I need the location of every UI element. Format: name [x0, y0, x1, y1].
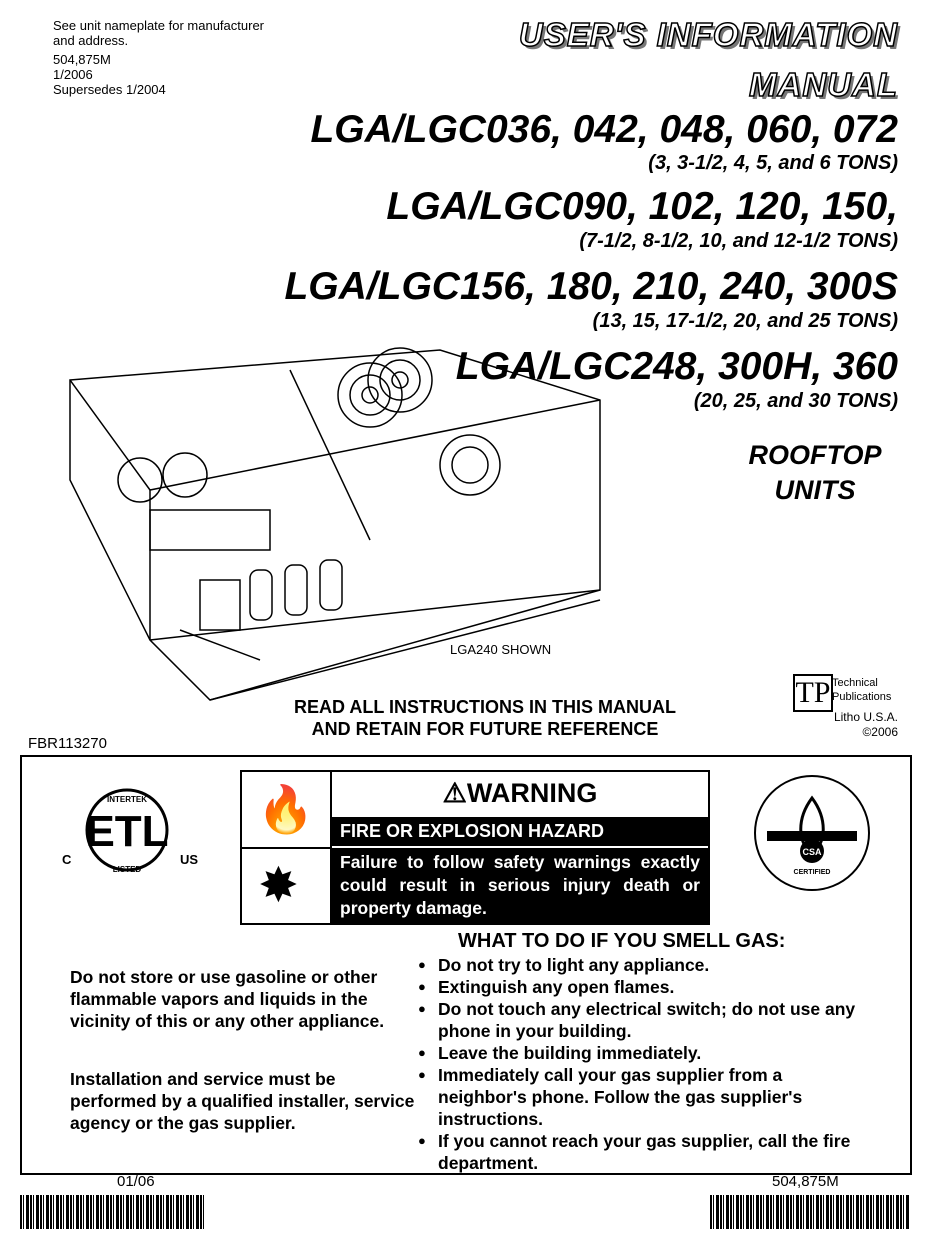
- list-item: ● Do not try to light any appliance.: [418, 954, 868, 976]
- copyright: ©2006: [862, 725, 898, 739]
- etl-c: C: [62, 852, 72, 867]
- model-line: LGA/LGC248, 300H, 360: [455, 345, 898, 388]
- smell-gas-title: WHAT TO DO IF YOU SMELL GAS:: [458, 930, 786, 952]
- model-line: LGA/LGC036, 042, 048, 060, 072: [310, 108, 898, 151]
- etl-us: US: [180, 852, 199, 867]
- illustration-caption: LGA240 SHOWN: [450, 642, 552, 657]
- read-notice-line2: AND RETAIN FOR FUTURE REFERENCE: [311, 719, 659, 739]
- tons-line: (13, 15, 17-1/2, 20, and 25 TONS): [592, 310, 898, 332]
- nameplate-note: See unit nameplate for manufacturer and address.: [53, 18, 265, 48]
- fire-icon: 🔥: [257, 783, 315, 835]
- svg-text:INTERTEK: INTERTEK: [107, 795, 147, 804]
- hazard-title: FIRE OR EXPLOSION HAZARD: [332, 817, 708, 848]
- list-item: ● Do not touch any electrical switch; do not use any phone in your building.: [418, 998, 868, 1042]
- list-item: ● If you cannot reach your gas supplier, call the fire department.: [418, 1130, 868, 1174]
- product-line2: UNITS: [774, 475, 856, 505]
- svg-text:ETL: ETL: [85, 807, 169, 856]
- tons-line: (7-1/2, 8-1/2, 10, and 12-1/2 TONS): [579, 230, 898, 252]
- publisher-line1: Technical: [832, 677, 878, 689]
- smell-gas-list: [418, 954, 868, 1174]
- list-item: ● Extinguish any open flames.: [418, 976, 868, 998]
- list-item: ● Immediately call your gas supplier from a neighbor's phone. Follow the gas supplier's instructions.: [418, 1064, 868, 1130]
- footer-date: 01/06: [117, 1173, 155, 1190]
- tons-line: (3, 3-1/2, 4, 5, and 6 TONS): [648, 152, 898, 174]
- explosion-icon: ✸: [260, 861, 297, 910]
- tp-logo: TP: [793, 674, 833, 712]
- litho: Litho U.S.A.: [833, 710, 898, 724]
- warning-triangle-icon: ⚠: [442, 778, 467, 808]
- installation-note: Installation and service must be performed by a qualified installer, service agency or the gas supplier.: [70, 1069, 415, 1133]
- svg-text:LISTED: LISTED: [112, 865, 142, 874]
- rooftop-unit-illustration: [60, 340, 660, 710]
- title-line2: MANUAL: [749, 66, 898, 103]
- list-item: ● Leave the building immediately.: [418, 1042, 868, 1064]
- product-line1: ROOFTOP: [748, 440, 882, 470]
- etl-listed-logo: [62, 782, 202, 882]
- form-number: FBR113270: [28, 735, 107, 752]
- csa-label: CERTIFIED: [793, 869, 831, 876]
- doc-date: 1/2006: [53, 67, 93, 82]
- model-line: LGA/LGC090, 102, 120, 150,: [386, 185, 898, 228]
- barcode-left: [20, 1195, 205, 1229]
- warning-box: [240, 770, 710, 925]
- supersedes: Supersedes 1/2004: [53, 82, 166, 97]
- model-line: LGA/LGC156, 180, 210, 240, 300S: [284, 265, 898, 308]
- hazard-text: Failure to follow safety warnings exactly could result in serious injury death or property damage.: [340, 852, 700, 918]
- barcode-right: [710, 1195, 910, 1229]
- publisher-line2: Publications: [832, 691, 892, 703]
- csa-certified-logo: [752, 773, 872, 893]
- warning-title: WARNING: [466, 778, 598, 808]
- title-line1: USER'S INFORMATION: [518, 16, 898, 53]
- svg-text:CSA: CSA: [802, 847, 822, 857]
- storage-warning: Do not store or use gasoline or other flammable vapors and liquids in the vicinity of this or any other appliance.: [70, 967, 385, 1031]
- footer-doc-number: 504,875M: [772, 1173, 839, 1190]
- doc-number: 504,875M: [53, 52, 111, 67]
- tons-line: (20, 25, and 30 TONS): [693, 390, 898, 412]
- read-notice-line1: READ ALL INSTRUCTIONS IN THIS MANUAL: [294, 697, 676, 717]
